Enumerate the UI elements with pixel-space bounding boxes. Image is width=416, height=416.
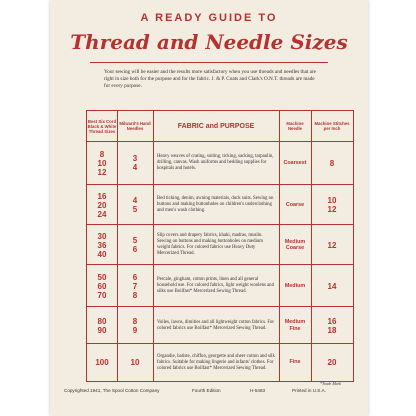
thread-size-cell-value: 8 xyxy=(99,149,105,159)
stitches-cell-value: 20 xyxy=(327,358,337,367)
thread-size-cell xyxy=(87,307,117,344)
thread-size-cell-value: 40 xyxy=(97,249,107,259)
machine-needle-cell: Medium Fine xyxy=(284,319,306,332)
fabric-purpose-cell: Percale, gingham, cotton prints, linen and all general household use. For colored fabrics, light weight woolens and silks use Boilfast* Mercerized Sewing Thread. xyxy=(157,277,274,294)
hand-needle-cell-value: 8 xyxy=(132,290,138,300)
machine-needle-cell: Medium Coarse xyxy=(284,238,306,251)
thread-size-cell xyxy=(87,265,117,307)
machine-needle-cell: Medium xyxy=(284,282,306,289)
hand-needle-cell xyxy=(117,265,153,307)
hand-needle-cell xyxy=(117,225,153,265)
hand-needle-cell-value: 7 xyxy=(132,281,138,291)
stitches-cell xyxy=(311,265,353,307)
table-row xyxy=(87,142,353,184)
thread-size-cell-value: 12 xyxy=(97,167,107,177)
stitches-cell xyxy=(311,142,353,184)
edition-text: Fourth Edition xyxy=(192,388,221,393)
hand-needle-cell-value: 5 xyxy=(132,236,138,245)
stitches-cell xyxy=(311,185,353,225)
thread-size-cell-value: 90 xyxy=(97,325,107,335)
size-table xyxy=(86,110,354,382)
hand-needle-cell-value: 3 xyxy=(132,154,138,163)
hand-needle-cell-value: 8 xyxy=(132,316,138,326)
stitches-cell xyxy=(311,307,353,344)
copyright-text: Copyrighted 1941, The Spool Cotton Company xyxy=(64,388,160,393)
table-row xyxy=(87,306,353,344)
thread-size-cell-value: 60 xyxy=(97,281,107,291)
machine-needle-cell: Coarsest xyxy=(283,159,307,166)
thread-size-cell-value: 70 xyxy=(97,290,107,300)
fabric-purpose-cell: Bed ticking, denim, awning materials, duck suits. Sewing on buttons and making buttonholes on children's underclothing and men's wash clothing. xyxy=(157,196,274,213)
stitches-cell-value: 14 xyxy=(327,281,337,291)
hand-needle-cell xyxy=(117,344,153,381)
stitches-cell-value: 16 xyxy=(327,316,337,326)
header-fabric-purpose: FABRIC and PURPOSE xyxy=(177,122,255,130)
fabric-purpose-cell: Heavy weaves of crating, suiting, ticking, sacking, tarpaulin, drilling, canvas. Wash uniforms and bedding supplies for hospitals and hotels. xyxy=(157,154,274,171)
table-row xyxy=(87,343,353,381)
thread-size-cell-value: 16 xyxy=(97,191,107,201)
hand-needle-cell-value: 4 xyxy=(132,196,138,205)
thread-size-cell-value: 36 xyxy=(97,240,107,250)
thread-size-cell-value: 20 xyxy=(97,200,107,210)
fabric-purpose-cell: Voiles, lawns, dimities and all lightweight cotton fabrics. For colored fabrics use Boilfast* Mercerized Sewing Thread. xyxy=(157,319,275,331)
thread-size-cell xyxy=(87,142,117,184)
stitches-cell-value: 10 xyxy=(327,196,337,205)
fabric-purpose-cell: Slip covers and drapery fabrics, khaki, madras, muslin. Sewing on buttons and making buttonholes on medium weight fabrics. For colored fabrics use Heavy Duty Mercerized Thread. xyxy=(157,233,263,256)
thread-size-cell-value: 24 xyxy=(97,209,107,219)
thread-size-cell-value: 10 xyxy=(97,158,107,168)
thread-size-cell-value: 80 xyxy=(97,316,107,326)
thread-size-cell-value: 50 xyxy=(97,272,107,282)
trademark-note: *Trade Mark xyxy=(320,381,341,386)
thread-size-cell-value: 30 xyxy=(97,231,107,241)
form-code: H-5483 xyxy=(250,388,266,393)
hand-needle-cell-value: 9 xyxy=(132,325,138,335)
thread-size-cell-value: 100 xyxy=(95,358,109,367)
header-thread-sizes: Best Six Cord Black & White Thread Sizes xyxy=(87,118,117,134)
hand-needle-cell xyxy=(117,307,153,344)
intro-paragraph: Your sewing will be easier and the results more satisfactory when you use threads and needles that are right in size both for the purpose and for the fabric. J. & P. Coats and Clark's O.N.T. threads are made for every purpose. xyxy=(104,69,316,89)
table-header xyxy=(87,111,353,142)
hand-needle-cell-value: 10 xyxy=(130,358,140,367)
stitches-cell-value: 18 xyxy=(327,325,337,335)
stitches-cell-value: 12 xyxy=(327,205,337,214)
hand-needle-cell xyxy=(117,185,153,225)
stitches-cell-value: 8 xyxy=(329,158,335,168)
stitches-cell xyxy=(311,344,353,381)
hand-needle-cell-value: 6 xyxy=(132,272,138,282)
thread-size-cell xyxy=(87,185,117,225)
guide-page xyxy=(50,0,368,416)
header-hand-needles: Milward's Hand Needles xyxy=(119,121,151,131)
hand-needle-cell-value: 5 xyxy=(132,205,138,214)
hand-needle-cell-value: 4 xyxy=(132,163,138,172)
table-row xyxy=(87,264,353,307)
thread-size-cell xyxy=(87,225,117,265)
machine-needle-cell: Coarse xyxy=(285,201,305,208)
kicker-heading: A READY GUIDE TO xyxy=(140,12,278,24)
header-machine-needle: Machine Needle xyxy=(286,121,304,131)
printed-text: Printed in U.S.A. xyxy=(292,388,326,393)
hand-needle-cell-value: 6 xyxy=(132,245,138,254)
table-row xyxy=(87,224,353,265)
header-stitches-per-inch: Machine Stitches per Inch xyxy=(314,121,350,131)
hand-needle-cell xyxy=(117,142,153,184)
title-divider xyxy=(90,62,328,63)
table-row xyxy=(87,184,353,225)
stitches-cell-value: 12 xyxy=(327,240,337,250)
machine-needle-cell: Fine xyxy=(289,359,301,366)
thread-size-cell xyxy=(87,344,117,381)
stitches-cell xyxy=(311,225,353,265)
fabric-purpose-cell: Organdie, batiste, chiffon, georgette and sheer cotton and silk fabrics. Suitable for making lingerie and infants' clothes. For colored fabrics use Boilfast* Mercerized Sewing Thread. xyxy=(157,353,275,371)
page-title: Thread and Needle Sizes xyxy=(70,30,348,54)
